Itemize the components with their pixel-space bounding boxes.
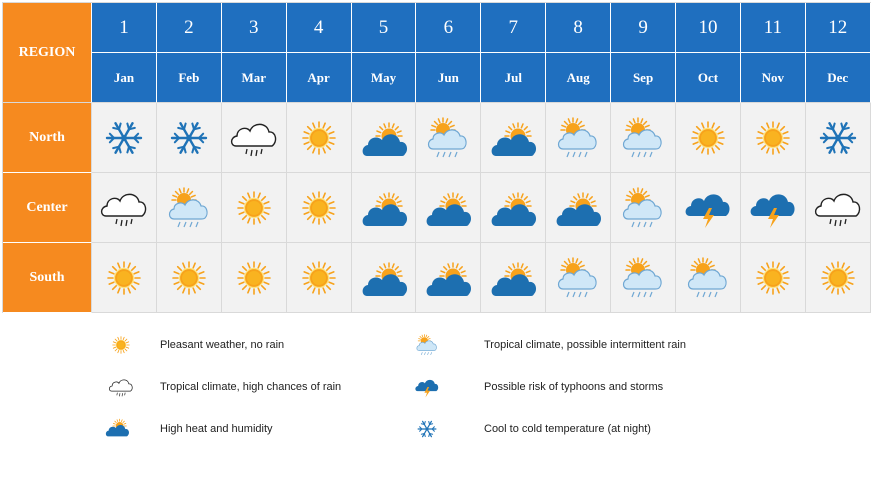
legend-icon [108,333,134,362]
weather-cell [287,103,352,173]
month-name: Aug [546,53,611,103]
sun-icon [164,256,214,300]
snowflake-icon [99,116,149,160]
month-number: 8 [546,3,611,53]
month-name: Feb [157,53,222,103]
month-number: 11 [741,3,806,53]
sun-icon [813,256,863,300]
weather-cell [352,243,417,313]
hot-cloud-icon [423,256,473,300]
legend-text: Cool to cold temperature (at night) [484,423,651,435]
tropical-rain-icon [618,116,668,160]
weather-cell [741,103,806,173]
snowflake-icon [414,417,440,441]
weather-cell [806,103,871,173]
weather-cell [546,173,611,243]
month-number: 2 [157,3,222,53]
weather-cell [676,243,741,313]
region-header: REGION [3,3,92,103]
weather-cell [611,243,676,313]
month-number: 5 [352,3,417,53]
storm-icon [748,186,798,230]
legend-icon [104,415,130,444]
sun-icon [294,116,344,160]
hot-cloud-icon [359,186,409,230]
weather-cell [806,173,871,243]
tropical-rain-icon [164,186,214,230]
tropical-rain-icon [553,256,603,300]
weather-cell [481,103,546,173]
sun-icon [683,116,733,160]
weather-cell [546,243,611,313]
month-number: 1 [92,3,157,53]
month-number: 7 [481,3,546,53]
sun-icon [108,333,134,357]
tropical-rain-icon [553,116,603,160]
hot-cloud-icon [488,116,538,160]
month-number: 12 [806,3,871,53]
month-name: May [352,53,417,103]
weather-cell [416,243,481,313]
weather-cell [222,103,287,173]
rain-cloud-icon [813,186,863,230]
weather-cell [806,243,871,313]
weather-cell [481,243,546,313]
month-number: 4 [287,3,352,53]
sun-icon [229,256,279,300]
sun-icon [294,256,344,300]
region-north: North [3,103,92,173]
weather-cell [676,103,741,173]
weather-cell [157,173,222,243]
weather-cell [741,173,806,243]
month-name: Dec [806,53,871,103]
weather-cell [352,173,417,243]
weather-cell [546,103,611,173]
hot-cloud-icon [359,116,409,160]
legend-text: Tropical climate, high chances of rain [160,381,342,393]
tropical-rain-icon [618,186,668,230]
weather-cell [611,173,676,243]
month-name: Jan [92,53,157,103]
month-name: Oct [676,53,741,103]
tropical-rain-icon [683,256,733,300]
hot-cloud-icon [104,415,130,439]
storm-icon [414,375,440,399]
sun-icon [99,256,149,300]
legend-icon [414,417,440,446]
month-name: Jun [416,53,481,103]
snowflake-icon [813,116,863,160]
weather-cell [676,173,741,243]
month-number: 9 [611,3,676,53]
rain-cloud-icon [229,116,279,160]
weather-cell [741,243,806,313]
legend-icon [414,333,440,362]
sun-icon [748,256,798,300]
tropical-rain-icon [414,333,440,357]
weather-cell [222,173,287,243]
hot-cloud-icon [488,256,538,300]
weather-cell [222,243,287,313]
legend-text: Pleasant weather, no rain [160,339,285,351]
weather-cell [92,173,157,243]
month-name: Mar [222,53,287,103]
weather-cell [157,103,222,173]
legend-text: Possible risk of typhoons and storms [484,381,664,393]
month-number: 10 [676,3,741,53]
legend-icon [414,375,440,404]
weather-cell [92,243,157,313]
hot-cloud-icon [553,186,603,230]
hot-cloud-icon [359,256,409,300]
weather-cell [352,103,417,173]
legend-text: High heat and humidity [160,423,273,435]
weather-cell [481,173,546,243]
sun-icon [748,116,798,160]
legend-icon [108,375,134,404]
rain-cloud-icon [99,186,149,230]
month-name: Apr [287,53,352,103]
weather-cell [287,173,352,243]
tropical-rain-icon [618,256,668,300]
weather-cell [416,103,481,173]
weather-cell [92,103,157,173]
legend-text: Tropical climate, possible intermittent rain [484,339,686,351]
rain-cloud-icon [108,375,134,399]
tropical-rain-icon [423,116,473,160]
sun-icon [229,186,279,230]
weather-cell [611,103,676,173]
hot-cloud-icon [488,186,538,230]
weather-cell [287,243,352,313]
climate-table [2,2,871,313]
month-number: 6 [416,3,481,53]
snowflake-icon [164,116,214,160]
month-name: Sep [611,53,676,103]
month-name: Nov [741,53,806,103]
region-south: South [3,243,92,313]
weather-cell [157,243,222,313]
month-number: 3 [222,3,287,53]
region-center: Center [3,173,92,243]
hot-cloud-icon [423,186,473,230]
weather-cell [416,173,481,243]
sun-icon [294,186,344,230]
storm-icon [683,186,733,230]
month-name: Jul [481,53,546,103]
